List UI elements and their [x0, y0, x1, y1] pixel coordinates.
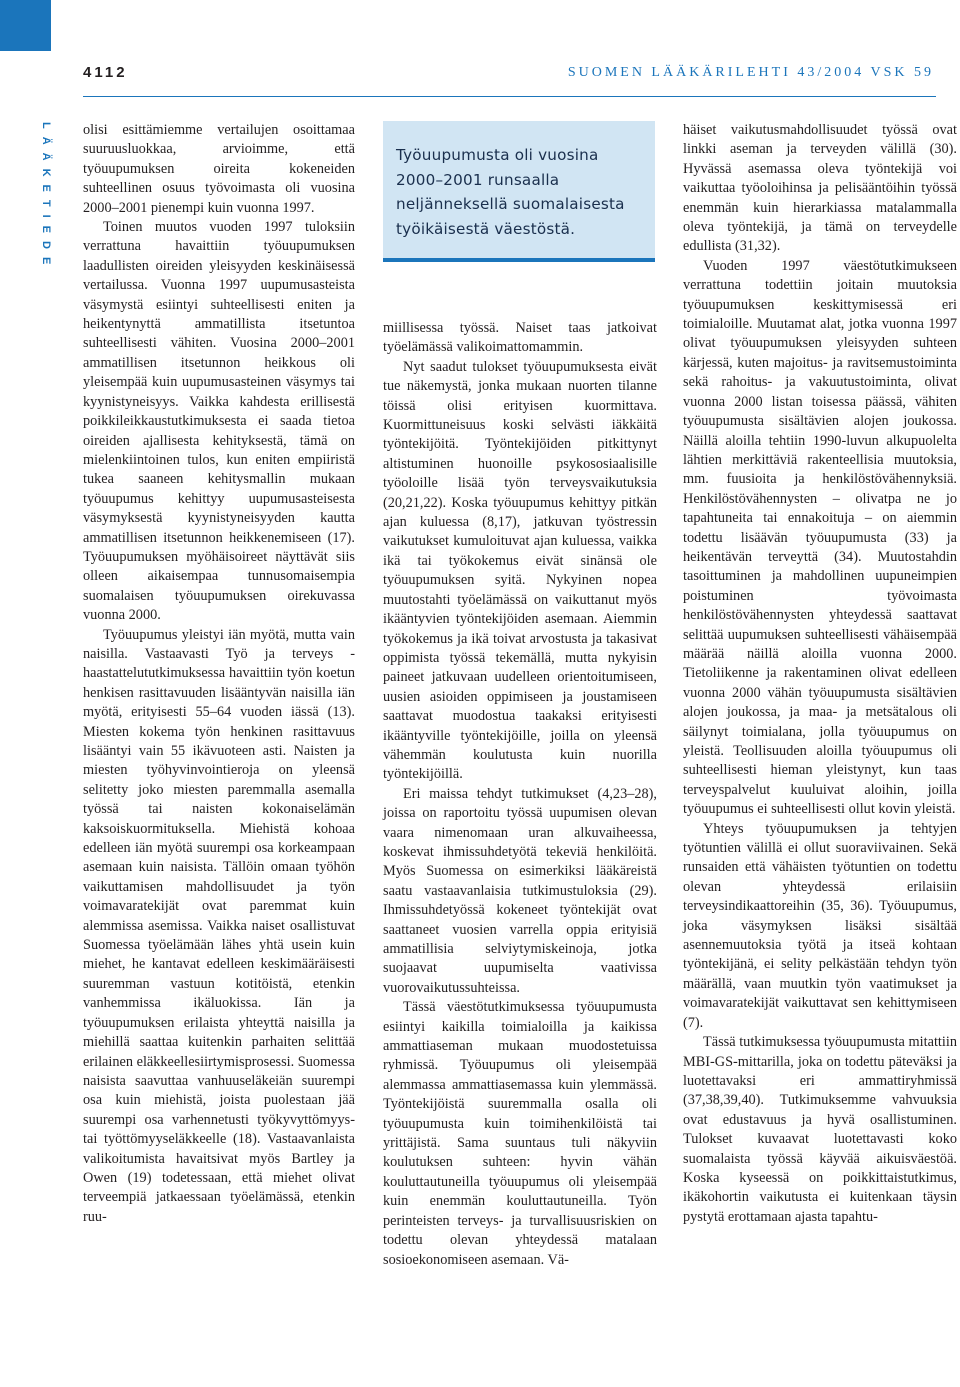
text-column-2: [383, 319, 657, 1270]
pull-quote: Työuupumusta oli vuosina 2000–2001 runsaalla neljänneksellä suomalaisesta työikäisestä väestöstä.: [383, 121, 655, 262]
paragraph: Toinen muutos vuoden 1997 tuloksiin verrattuna havaittiin työuupumuksen laadullisten oireiden yleisyyden keskinäisessä vertailussa. Vuonna 1997 uupumusasteista väsymystä esiintyi suhteellisesti eniten ja heikentynyttä ammatillista itsetuntoa suhteellisesti vähiten. Vuosina 2000–2001 ammatillisen itsetunnon heikkous oli yleisempää kuin uupumusasteinen väsymys tai kyynistyneisyys. Vaikka kahdesta erillisestä poikkileikkaustutkimuksesta ei saada tietoa oireiden ajallisesta kehityksestä, tämä on mielenkiintoinen tulos, kun eniten empiiristä tukea saaneen kehitysmallin mukaan työuupumus kehittyy uupumusasteisesta väsymyksestä kyynistyneisyyden kautta ammatillisen itsetunnon heikkenemiseen (17). Työuupumuksen myöhäisoireet näyttävät siis olleen aikaisempaa tunnusomaisempia suomalaisen työuupumuksen oirekuvassa vuonna 2000.: [83, 219, 355, 624]
paragraph: Vuoden 1997 väestötutkimukseen verrattuna todettiin joitain muutoksia työuupumuksen keskittymisessä eri toimialoille. Muutamat alat, jotka vuonna 1997 olivat työuupumuksen yleisyyden suhteen kärjessä, kuten majoitus- ja ravitsemustoiminta sekä rahoitus- ja vakuutustoiminta, olivat vuonna 2000 listan toisessa päässä, vähiten työuupumusta sisältävien alojen joukossa. Näillä aloilla tehtiin 1990-luvun alkupuolelta lähtien merkittäviä rakenteellisia muutoksia, mm. fuusioita ja henkilöstövähennyksiä. Henkilöstövähennysten – olivatpa ne jo tapahtuneita tai ennakoituja – on aiemmin todettu lisäävän työuupumusta (33) ja heikentävän terveyttä (34). Muutostahdin tasoittuminen ja mahdollinen uupuneimpien poistuminen työvoimasta henkilöstövähennysten yhteydessä saattavat selittää uupumuksen suhteellisesti vähäisempää määrää näillä aloilla vuonna 2000. Tietoliikenne ja rakentaminen olivat edelleen vuonna 2000 vähän työuupumusta sisältävien alojen joukossa, ja maa- ja metsätalous oli säilynyt toimialana, jolla työuupumus on yleistä. Teollisuuden aloilla työuupumus oli suhteellisesti hieman yleistynyt, kun taas terveyspalvelut kuuluivat aloihin, joilla työuupumus ei suhteellisesti ollut kovin yleistä.: [683, 257, 957, 818]
paragraph: Eri maissa tehdyt tutkimukset (4,23–28), joissa on raportoitu työssä uupumisen olevan vaara nimenomaan uran alkuvaiheessa, koskevat ihmissuhdetyötä tekeviä henkilöitä. Myös Suomessa on esimerkiksi lääkäreistä saatu vastaavanlaisia tutkimustuloksia (29). Ihmissuhdetyössä kokeneet työntekijät ovat saattaneet vuosien varrella oppia erityisiä ammatillisia selviytymiskeinoja, jotka suojaavat uupumiselta vaativissa vuorovaikutussuhteissa.: [383, 785, 657, 996]
paragraph: Nyt saadut tulokset työuupumuksesta eivät tue näkemystä, jonka mukaan nuorten tilanne töissä olisi erityisen kuormittava. Kuormittuneisuus koski selvästi iäkkäitä työntekijöitä. Työntekijöiden pitkittynyt altistuminen huonoille psykososiaalisille työoloille lisää työn terveysvaikutuksia (20,21,22). Koska työuupumus kehittyy pitkän ajan kuluessa (8,17), jatkuvan työstressin vaikutukset kumuloituvat ajan kuluessa, vaikka ikä tai työkokemus eivät sinänsä ole työuupumuksen syitä. Nykyinen nopea muutostahti työelämässä on vaikuttanut myös ikääntyvien työntekijöiden asemaan. Aiemmin työkokemus ja ikä toivat arvostusta ja takasivat oppimista työssä tekemällä, mutta nykyisin paineet jatkuvaan uudelleen orientoitumiseen, uusien asioiden oppimiseen ja joustamiseen saattavat muodostua taakaksi erityisesti ikääntyville työntekijöille, joilla on yleensä vähemmän koulutusta kuin nuorilla työntekijöillä.: [383, 358, 657, 783]
paragraph: Tässä tutkimuksessa työuupumusta mitattiin MBI-GS-mittarilla, joka on todettu päteväksi ja luotettavaksi eri ammattiryhmissä (37,38,39,40). Tutkimuksemme vahvuuksia ovat edustavuus ja hyvä osallistuminen. Tulokset kuvaavat luotettavasti koko suomalaista työssä käyvää aikuisväestöä. Koska kyseessä on poikkittaistutkimus, ikäkohortin vaikutusta ei kuitenkaan täysin pystytä erottamaan ajasta tapahtu-: [683, 1034, 957, 1225]
paragraph: Tässä väestötutkimuksessa työuupumusta esiintyi kaikilla toimialoilla ja kaikissa ammattiaseman mukaan muodostetuissa ryhmissä. Työuupumus oli yleisempää alemmassa ammattiasemassa kuin ylemmässä. Työntekijöistä suuremmalla osalla oli työuupumusta kuin toimihenkilöistä tai yrittäjistä. Sama suuntaus tuli näkyviin koulutuksen suhteen: hyvin vähän kouluttautuneilla työuupumus oli yleisempää kuin enemmän kouluttautuneilla. Työn perinteisten terveys- ja turvallisuusriskien on todettu olevan yhteydessä matalaan sosioekonomiseen asemaan. Vä-: [383, 999, 657, 1268]
paragraph: häiset vaikutusmahdollisuudet työssä ovat linkki aseman ja terveyden välillä (30). Hyvässä asemassa oleva työntekijä voi vaikuttaa työoloihinsa ja pelisääntöihin työssä enemmän kuin hierarkiassa matalammalla oleva työntekijä, ja tämä on terveydelle edullista (31,32).: [683, 122, 957, 255]
running-head: SUOMEN LÄÄKÄRILEHTI 43/2004 VSK 59: [567, 65, 934, 80]
paragraph: olisi esittämiemme vertailujen osoittamaa suuruusluokkaa, arvioimme, että työuupumuksen oireita kokeneiden suhteellinen osuus työvoimasta oli vuosina 2000–2001 pienempi kuin vuonna 1997.: [83, 122, 355, 216]
paragraph: Yhteys työuupumuksen ja tehtyjen työtuntien välillä ei ollut suoraviivainen. Sekä runsaiden että vähäisten työtuntien on todettu olevan yhteydessä erilaisiin terveysindikaattoreihin (35, 36). Työuupumus, joka väsymyksen lisäksi sisältää asennemuutoksia työtä ja itseä kohtaan työntekijänä, ei selity pelkästään tehdyn työn määrällä, vaan muutkin työn vaatimukset ja voimavaratekijät vaikuttavat sen kehittymiseen (7).: [683, 820, 957, 1031]
text-column-1: [83, 121, 355, 1227]
paragraph: miillisessa työssä. Naiset taas jatkoivat työelämässä valikoimattomammin.: [383, 320, 657, 356]
page-number: 4112: [83, 64, 128, 81]
header-rule: [83, 96, 936, 97]
section-label: LÄÄKETIEDE: [40, 122, 52, 273]
paragraph: Työuupumus yleistyi iän myötä, mutta vain naisilla. Vastaavasti Työ ja terveys -haastattelututkimuksessa havaittiin työn koetun henkisen rasittavuuden lisääntyvän naisilla iän myötä, erityisesti 55–64 vuoden iässä (13). Miesten kokema työn henkinen rasittavuus lisääntyi vain 55 ikävuoteen asti. Naisten ja miesten työhyvinvointieroja on yleensä selitetty joko miesten paremmalla asemalla työssä tai naisten kokonaiselämän kaksoiskuormituksella. Miehistä kohoaa edelleen iän myötä suurempi osa korkeampaan asemaan kuin naisista. Tällöin omaan työhön vaikuttamisen mahdollisuudet ja työn voimavaratekijät ovat paremmat kuin alemmissa asemissa. Vaikka naiset osallistuvat Suomessa työelämään lähes yhtä usein kuin miehet, he kantavat edelleen keskimääräisesti suuremman vastuun kotitöistä, etenkin vanhemmissa ikäluokissa. Iän ja työuupumuksen erilaista yhteyttä naisilla ja miehillä saattaa kuitenkin parhaiten selittää erilainen eläkkeellesiirtymisprosessi. Suomessa naisista saavuttaa vanhuuseläkeiän suurempi osa kuin miehistä, joista puolestaan jää suurempi osa varhennetusti työkyvyttömyys- tai työttömyyseläkkeelle (18). Vastaavanlaista valikoitumista havaitsivat myös Bartley ja Owen (19) todetessaan, että miehet olivat terveempiä jatkaessaan työelämässä, etenkin ruu-: [83, 626, 355, 1225]
corner-color-block: [0, 0, 51, 51]
text-column-3: [683, 121, 957, 1227]
